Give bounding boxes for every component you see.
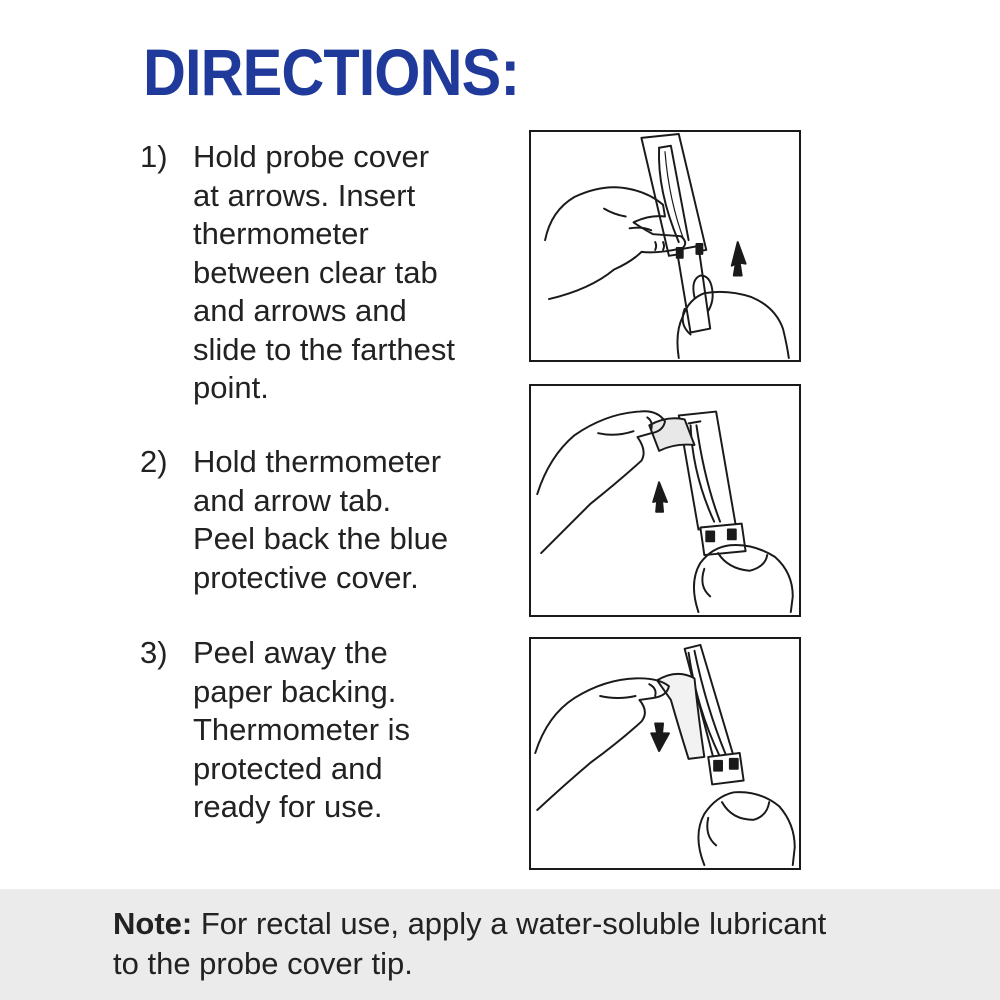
- note-text: [113, 904, 913, 984]
- step-text: [193, 443, 503, 597]
- step-line: and arrow tab.: [193, 482, 392, 518]
- hands-peel-blue-cover-illustration: [529, 384, 801, 617]
- step-line: thermometer: [193, 216, 369, 251]
- step-line: ready for use.: [193, 789, 383, 824]
- hands-insert-thermometer-illustration: [529, 130, 801, 362]
- step-line: point.: [193, 370, 269, 405]
- step-line: Hold thermometer: [193, 444, 442, 479]
- step-text: [193, 138, 503, 408]
- step-line: slide to the farthest: [193, 331, 455, 367]
- step-line: protected and: [193, 750, 383, 786]
- step-line: Peel away the: [193, 635, 388, 670]
- step-line: protective cover.: [193, 559, 419, 595]
- step-line: and arrows and: [193, 293, 407, 328]
- step-line: between clear tab: [193, 254, 438, 290]
- page-title: DIRECTIONS:: [143, 35, 520, 109]
- hands-peel-paper-backing-illustration: [529, 637, 801, 870]
- step-line: paper backing.: [193, 673, 397, 709]
- step-line: Hold probe cover: [193, 139, 430, 174]
- step-number: 2): [140, 444, 168, 479]
- step-text: [193, 634, 503, 827]
- note-line-2: to the probe cover tip.: [113, 946, 413, 981]
- note-line-1-text: For rectal use, apply a water-soluble lubricant: [192, 906, 827, 941]
- step-number: 1): [140, 139, 168, 174]
- step-line: at arrows. Insert: [193, 177, 416, 213]
- step-line: Thermometer is: [193, 712, 411, 747]
- note-label: Note:: [113, 906, 193, 941]
- note-line-1: [113, 904, 913, 944]
- step-number: 3): [140, 635, 168, 670]
- step-line: Peel back the blue: [193, 521, 449, 556]
